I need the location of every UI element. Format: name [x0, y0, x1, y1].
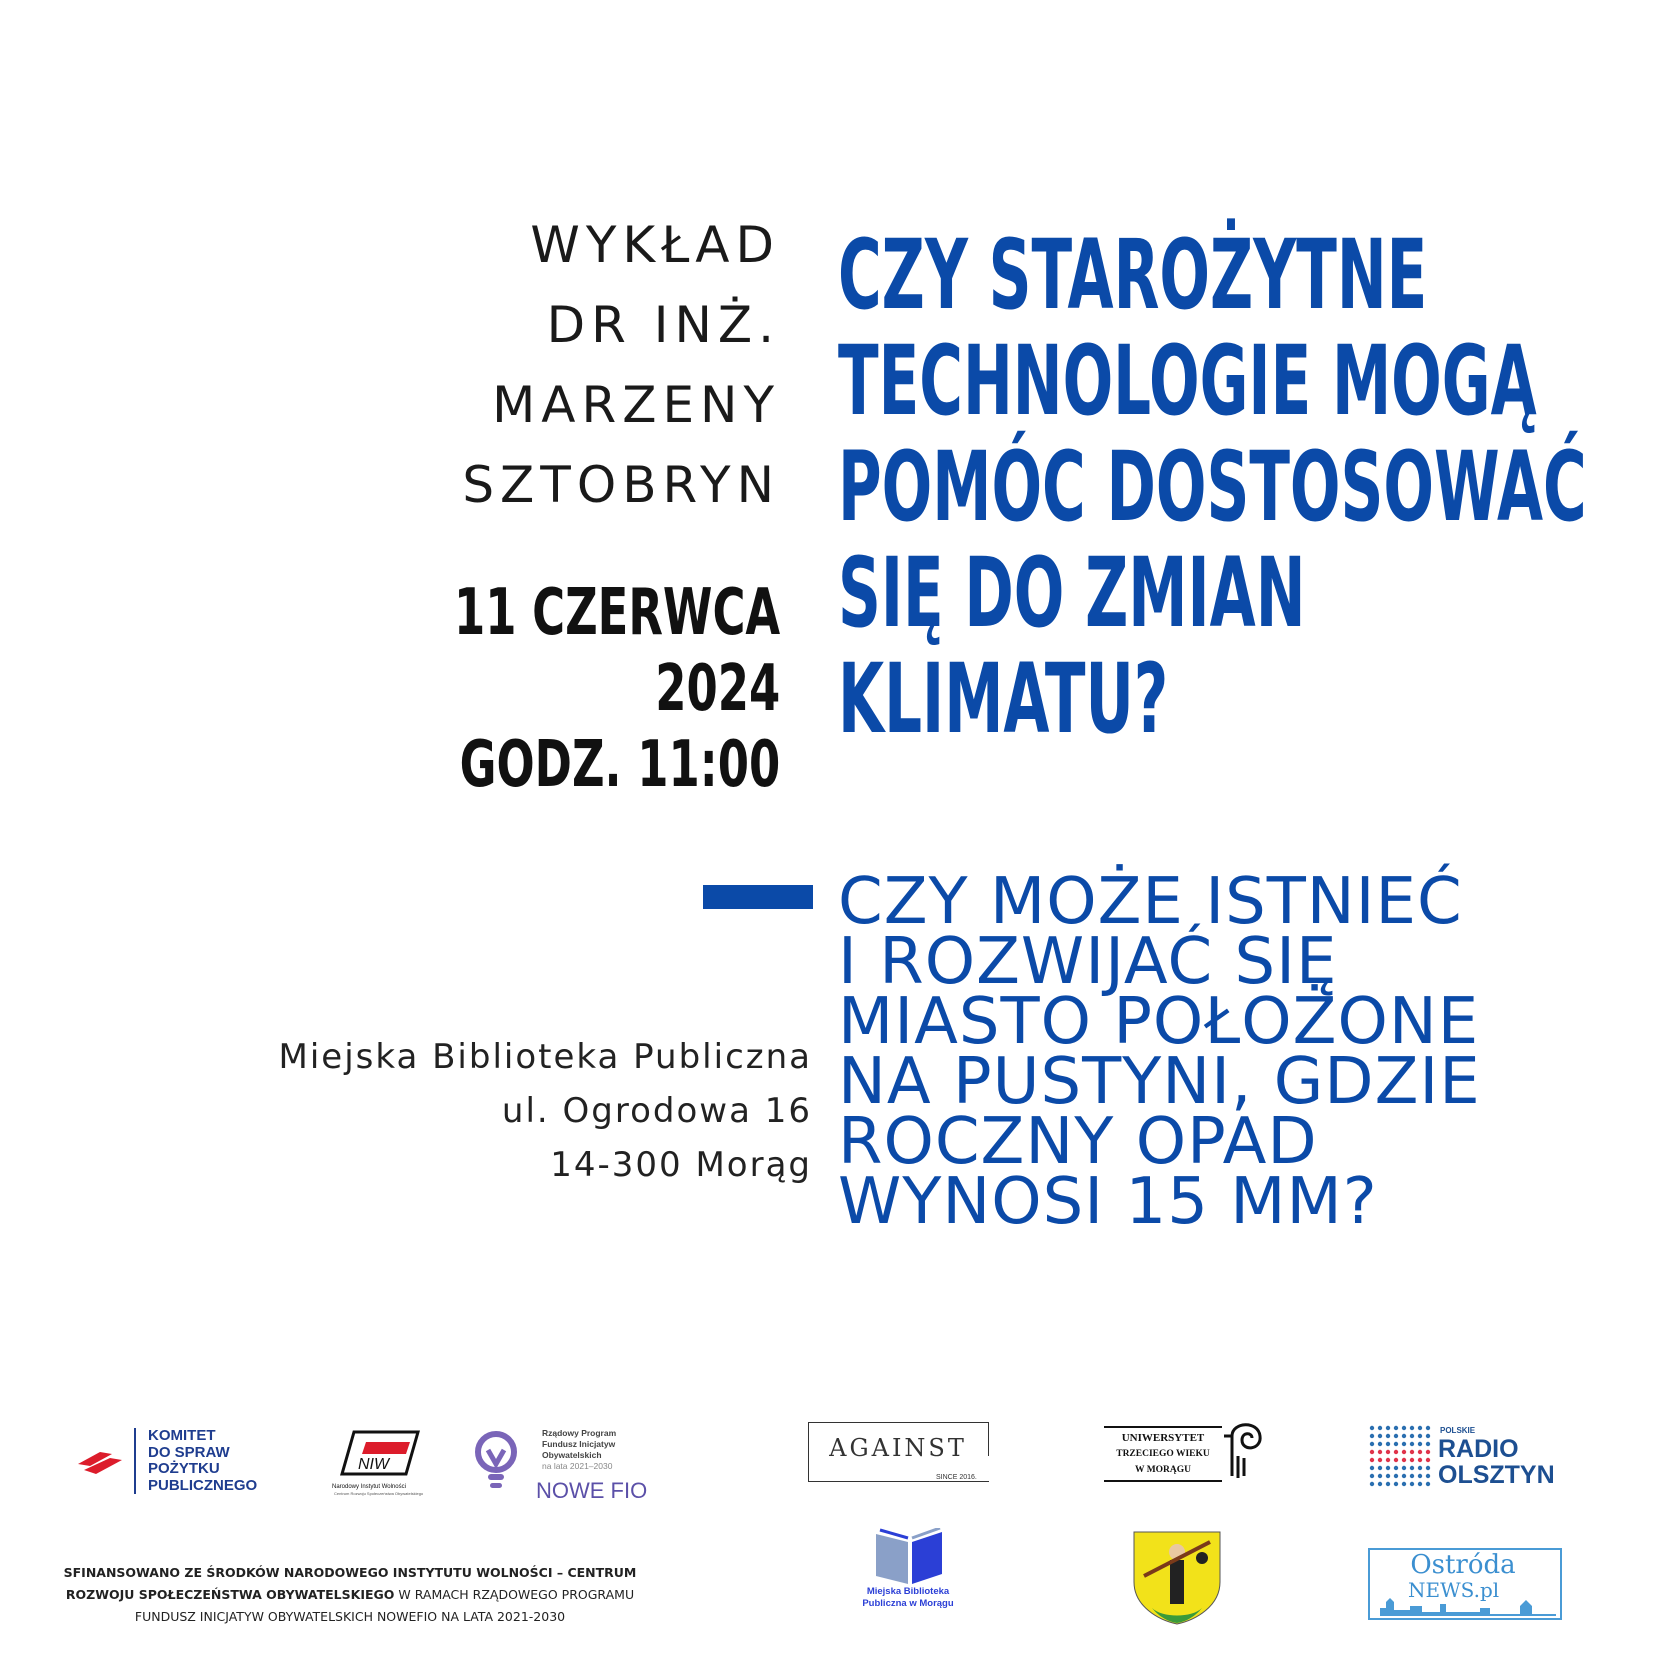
- title-line-4: SIĘ DO ZMIAN: [838, 537, 1306, 649]
- niw-name: Narodowy Instytut Wolności: [332, 1484, 406, 1490]
- radio-dots-icon: [1368, 1424, 1432, 1488]
- title-line-2: TECHNOLOGIE MOGĄ: [838, 325, 1537, 437]
- speaker-line-3: MARZENY: [492, 376, 780, 434]
- against-since: SINCE 2016.: [936, 1474, 977, 1481]
- polish-flag-icon: [76, 1444, 126, 1484]
- funding-line-2-rest: W RAMACH RZĄDOWEGO PROGRAMU: [394, 1587, 635, 1602]
- radio-line-1: RADIO: [1438, 1435, 1519, 1463]
- fio-line-2: Fundusz Inicjatyw: [542, 1439, 616, 1449]
- komitet-logo: [76, 1428, 286, 1496]
- ostroda-line-1: Ostróda: [1410, 1550, 1516, 1580]
- main-title: [838, 219, 1587, 755]
- komitet-line-3: POŻYTKU: [148, 1460, 220, 1477]
- nowe-fio-logo: [474, 1428, 664, 1503]
- niw-sub: Centrum Rozwoju Społeczeństwa Obywatelskiego: [334, 1491, 424, 1496]
- crozier-icon: [1218, 1416, 1268, 1482]
- ostroda-news-logo: [1368, 1548, 1562, 1620]
- komitet-line-2: DO SPRAW: [148, 1443, 230, 1461]
- niw-logo: [330, 1428, 430, 1498]
- komitet-line-1: KOMITET: [148, 1427, 216, 1444]
- lightbulb-icon: [474, 1428, 522, 1498]
- library-line-1: Miejska Biblioteka: [866, 1586, 950, 1597]
- funding-line-1: SFINANSOWANO ZE ŚRODKÓW NARODOWEGO INSTYTUTU WOLNOŚCI – CENTRUM: [63, 1565, 637, 1580]
- skyline-icon: [1370, 1598, 1560, 1618]
- fio-name: NOWE FIO: [536, 1478, 648, 1503]
- subtitle-line-3: MIASTO POŁOŻONE: [838, 985, 1480, 1059]
- komitet-line-4: PUBLICZNEGO: [148, 1476, 258, 1494]
- title-line-3: POMÓC DOSTOSOWAĆ: [838, 431, 1587, 543]
- library-line-2: Publiczna w Morągu: [862, 1598, 954, 1609]
- speaker-line-1: WYKŁAD: [530, 216, 780, 274]
- speaker-line-4: SZTOBRYN: [462, 456, 780, 514]
- against-name: AGAINST: [829, 1434, 967, 1462]
- accent-bar: [703, 885, 813, 909]
- coat-of-arms-icon: [1132, 1530, 1222, 1626]
- subtitle-line-2: I ROZWIJAĆ SIĘ: [838, 925, 1338, 999]
- niw-abbr: NIW: [358, 1456, 390, 1473]
- event-date-block: [454, 575, 780, 803]
- against-logo: [808, 1422, 990, 1484]
- subtitle-line-5: ROCZNY OPAD: [838, 1105, 1318, 1179]
- funding-line-2-bold: ROZWOJU SPOŁECZEŃSTWA OBYWATELSKIEGO: [65, 1587, 395, 1602]
- funding-line-3: FUNDUSZ INICJATYW OBYWATELSKICH NOWEFIO NA LATA 2021-2030: [134, 1609, 566, 1624]
- subtitle-line-1: CZY MOŻE ISTNIEĆ: [838, 865, 1463, 939]
- radio-olsztyn-logo: [1368, 1424, 1578, 1494]
- subtitle-line-4: NA PUSTYNI, GDZIE: [838, 1045, 1481, 1119]
- venue-name: Miejska Biblioteka Publiczna: [278, 1037, 812, 1077]
- fio-years: na lata 2021–2030: [542, 1461, 613, 1471]
- subtitle-line-6: WYNOSI 15 MM?: [838, 1165, 1378, 1239]
- morag-coat-of-arms: [1132, 1530, 1222, 1626]
- speaker-line-2: DR INŻ.: [546, 296, 780, 354]
- utw-line-2: TRZECIEGO WIEKU: [1116, 1449, 1210, 1459]
- funding-statement: [40, 1562, 660, 1628]
- fio-line-1: Rządowy Program: [542, 1428, 617, 1438]
- fio-line-3: Obywatelskich: [542, 1450, 602, 1460]
- radio-small-label: POLSKIE: [1440, 1426, 1476, 1435]
- title-line-1: CZY STAROŻYTNE: [838, 219, 1428, 331]
- utw-line-3: W MORĄGU: [1134, 1465, 1192, 1475]
- book-icon: [870, 1528, 950, 1584]
- venue-address: [279, 1030, 812, 1192]
- subtitle: [838, 865, 1481, 1239]
- event-date-line-2: 2024: [655, 652, 780, 726]
- ostroda-line-2: NEWS.pl: [1408, 1578, 1500, 1602]
- komitet-divider: [134, 1428, 136, 1494]
- title-line-5: KLIMATU?: [838, 643, 1169, 755]
- venue-city: 14-300 Morąg: [550, 1145, 812, 1185]
- event-time: GODZ. 11:00: [459, 728, 780, 802]
- venue-street: ul. Ogrodowa 16: [501, 1091, 812, 1131]
- utw-logo: [1104, 1416, 1264, 1486]
- utw-line-1: UNIWERSYTET: [1121, 1432, 1205, 1444]
- radio-line-2: OLSZTYN: [1438, 1461, 1555, 1489]
- speaker-block: [462, 205, 780, 525]
- library-logo: [848, 1528, 968, 1610]
- event-date-line-1: 11 CZERWCA: [453, 576, 780, 650]
